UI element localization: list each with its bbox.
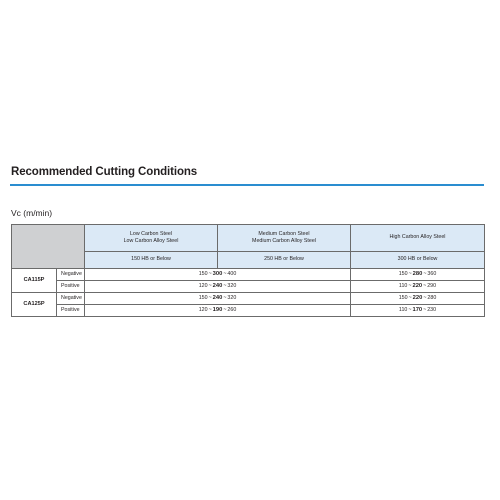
grade-label: CA115P: [12, 269, 57, 293]
material-header-medium-carbon: [218, 225, 351, 252]
speed-low-medium: 120~190~260: [85, 305, 351, 317]
hardness-medium-carbon: 250 HB or Below: [218, 252, 351, 269]
table-row: [12, 305, 485, 317]
speed-high-carbon: 110~220~290: [351, 281, 485, 293]
table-row: [12, 269, 485, 281]
cutting-type: Negative: [57, 269, 85, 281]
material-header-row: [12, 225, 485, 252]
title-underline: [10, 184, 484, 186]
speed-low-medium: 120~240~320: [85, 281, 351, 293]
header-corner-cell: [12, 225, 85, 269]
grade-label: CA125P: [12, 293, 57, 317]
cutting-type: Positive: [57, 281, 85, 293]
cutting-type: Negative: [57, 293, 85, 305]
speed-high-carbon: 150~220~280: [351, 293, 485, 305]
material-name-line2: Medium Carbon Alloy Steel: [252, 238, 316, 244]
material-name-line1: High Carbon Alloy Steel: [389, 234, 446, 241]
speed-low-medium: 150~240~320: [85, 293, 351, 305]
material-name-line1: Low Carbon Steel: [129, 230, 173, 237]
table-row: [12, 281, 485, 293]
section-title: Recommended Cutting Conditions: [11, 166, 198, 178]
hardness-low-carbon: 150 HB or Below: [85, 252, 218, 269]
speed-high-carbon: 150~280~360: [351, 269, 485, 281]
material-name-line1: Medium Carbon Steel: [258, 230, 310, 237]
table-row: [12, 293, 485, 305]
cutting-type: Positive: [57, 305, 85, 317]
material-header-high-carbon: [351, 225, 485, 252]
unit-label: Vc (m/min): [11, 208, 53, 218]
cutting-conditions-table: [11, 224, 485, 317]
hardness-high-carbon: 300 HB or Below: [351, 252, 485, 269]
speed-high-carbon: 110~170~230: [351, 305, 485, 317]
speed-low-medium: 150~300~400: [85, 269, 351, 281]
material-name-line2: Low Carbon Alloy Steel: [123, 238, 179, 244]
material-header-low-carbon: [85, 225, 218, 252]
